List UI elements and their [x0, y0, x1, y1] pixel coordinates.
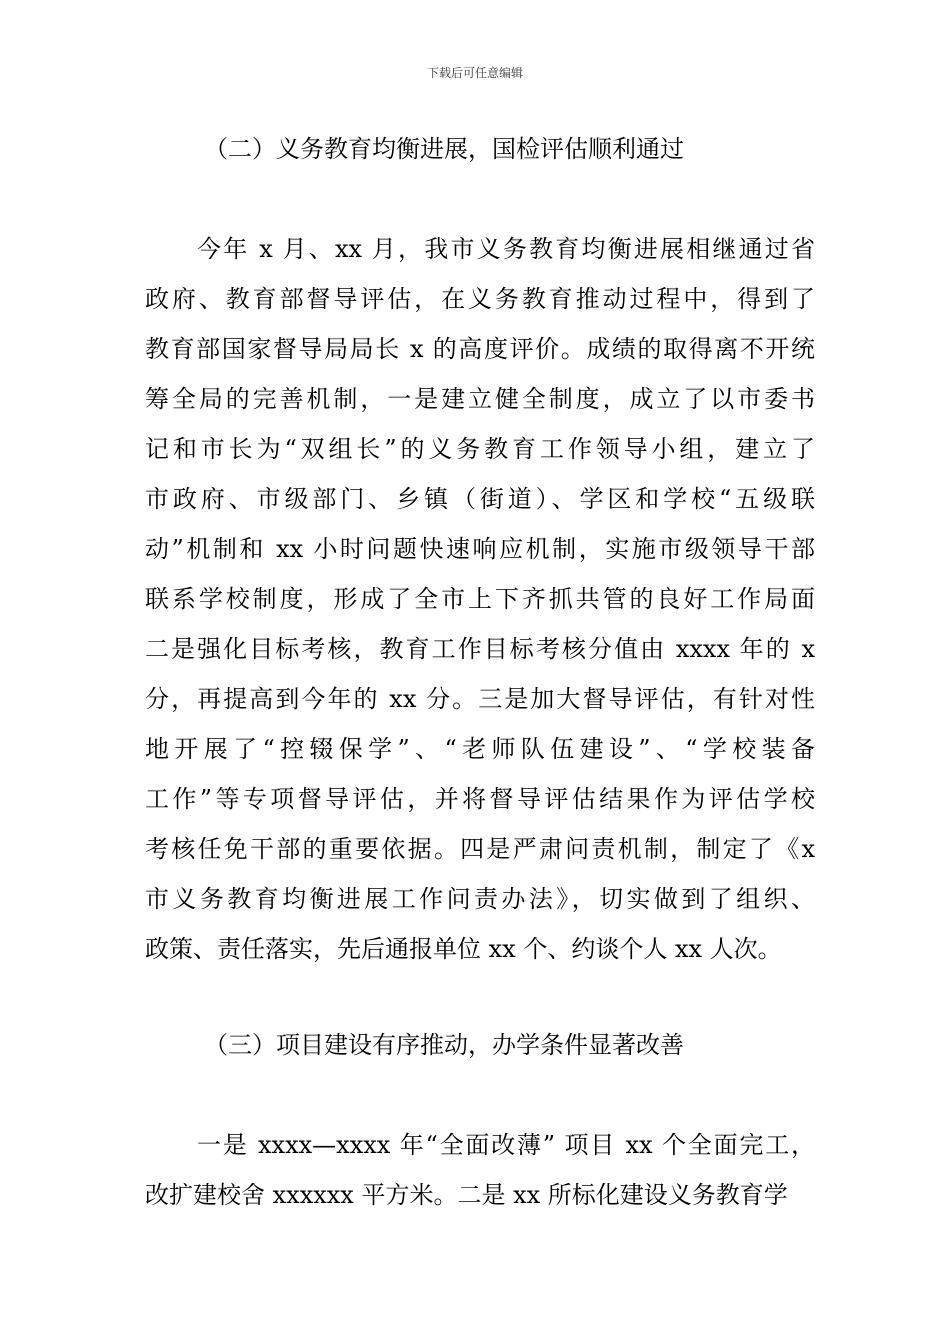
paragraph-line: 考核任免干部的重要依据。四是严肃问责机制，制定了《x	[145, 835, 815, 863]
paragraph-line: 改扩建校舍 xxxxxx 平方米。二是 xx 所标化建设义务教育学	[145, 1181, 788, 1209]
paragraph-line: 市政府、市级部门、乡镇（街道）、学区和学校“五级联	[145, 485, 815, 513]
paragraph-line: 地开展了“控辍保学”、“老师队伍建设”、“学校装备	[145, 735, 815, 763]
section-paragraph-2	[145, 224, 815, 974]
paragraph-line: 工作”等专项督导评估，并将督导评估结果作为评估学校	[145, 785, 815, 813]
paragraph-line: 政策、责任落实，先后通报单位 xx 个、约谈个人 xx 人次。	[145, 935, 782, 963]
paragraph-line: 二是强化目标考核，教育工作目标考核分值由 xxxx 年的 x	[145, 635, 815, 663]
section-heading-3: （三）项目建设有序推动，办学条件显著改善	[204, 1031, 684, 1059]
paragraph-line: 筹全局的完善机制，一是建立健全制度，成立了以市委书	[145, 385, 815, 413]
paragraph-line: 教育部国家督导局局长 x 的高度评价。成绩的取得离不开统	[145, 335, 815, 363]
paragraph-line: 动”机制和 xx 小时问题快速响应机制，实施市级领导干部	[145, 535, 815, 563]
section-paragraph-3	[145, 1120, 815, 1220]
paragraph-line: 市义务教育均衡进展工作问责办法》，切实做到了组织、	[145, 885, 815, 913]
page-header: 下载后可任意编辑	[426, 66, 523, 80]
paragraph-line: 分，再提高到今年的 xx 分。三是加大督导评估，有针对性	[145, 685, 815, 713]
paragraph-line: 联系学校制度，形成了全市上下齐抓共管的良好工作局面	[145, 585, 815, 613]
paragraph-line: 记和市长为“双组长”的义务教育工作领导小组，建立了	[145, 435, 815, 463]
section-heading-2: （二）义务教育均衡进展，国检评估顺利通过	[204, 135, 684, 163]
paragraph-line: 政府、教育部督导评估，在义务教育推动过程中，得到了	[145, 285, 815, 313]
paragraph-line: 今年 x 月、xx 月，我市义务教育均衡进展相继通过省	[197, 235, 815, 263]
paragraph-line: 一是 xxxx—xxxx 年“全面改薄” 项目 xx 个全面完工，	[197, 1131, 815, 1159]
